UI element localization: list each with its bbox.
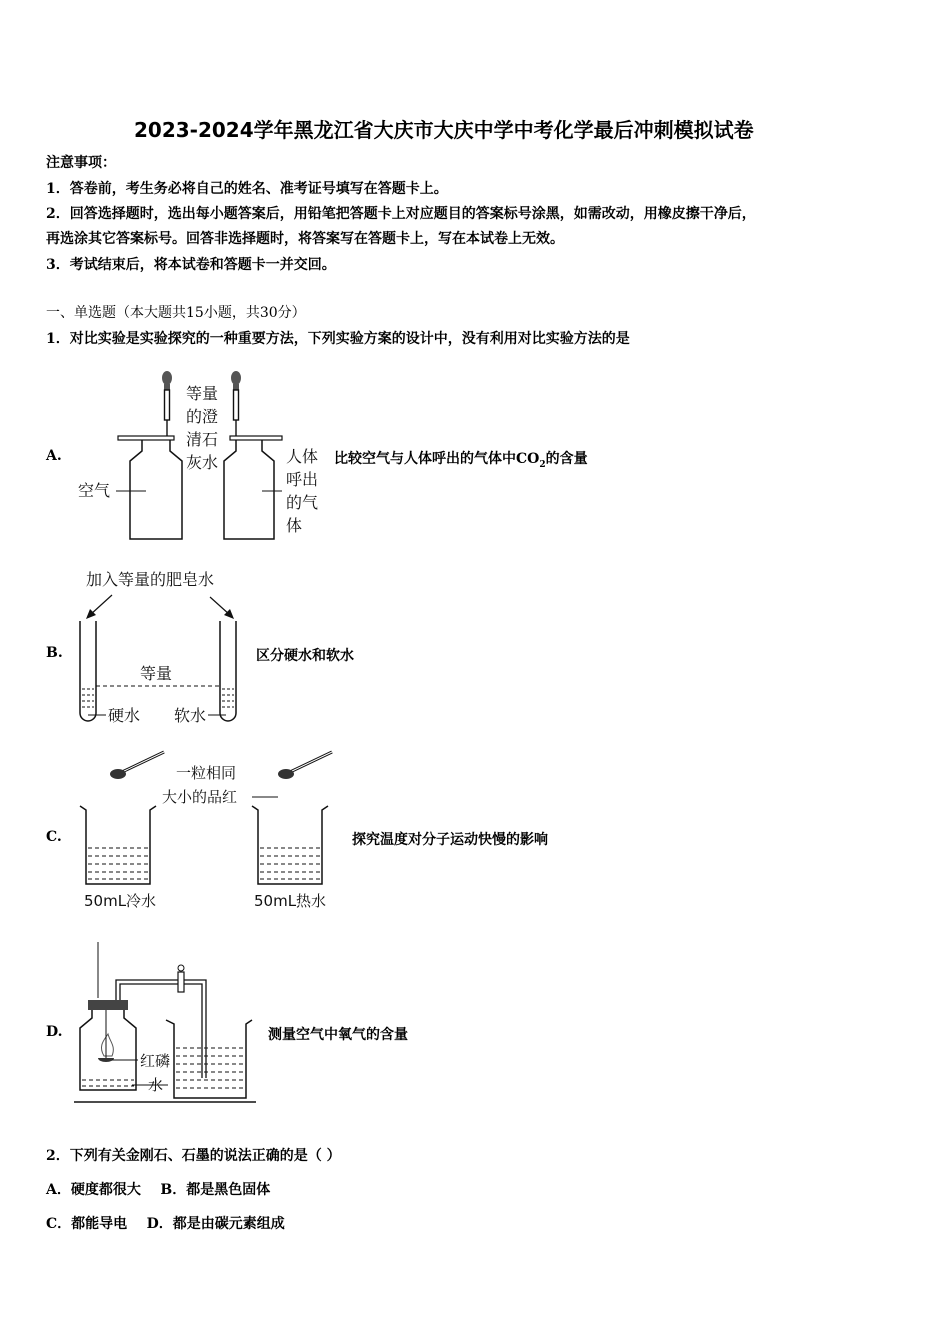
option-d-desc: 测量空气中氧气的含量 [268, 1027, 408, 1043]
spoon-icon [110, 752, 164, 779]
question-2-options-line: A．硬度都很大 B．都是黑色固体 [46, 1182, 271, 1198]
notice-item: 1．答卷前，考生务必将自己的姓名、准考证号填写在答题卡上。 [46, 181, 448, 197]
option-b-desc: 区分硬水和软水 [256, 648, 354, 664]
desc-text: 比较空气与人体呼出的气体中 [334, 451, 516, 467]
notice-heading: 注意事项： [46, 155, 116, 171]
clamp-icon [178, 972, 184, 992]
figure-label: 50mL热水 [254, 892, 327, 910]
option-c-letter: C. [46, 829, 62, 845]
section-heading: 一、单选题（本大题共15小题，共30分） [46, 305, 306, 321]
page-title: 2023-2024学年黑龙江省大庆市大庆中学中考化学最后冲刺模拟试卷 [134, 118, 754, 142]
figure-label: 等量 [140, 664, 173, 683]
dropper-icon [162, 371, 172, 438]
gas-jar [80, 1010, 136, 1090]
figure-label: 清石 [186, 430, 219, 449]
question-2-options-line: C．都能导电 D．都是由碳元素组成 [46, 1216, 285, 1232]
figure-label: 软水 [174, 706, 207, 725]
option-b-letter: B. [46, 645, 63, 661]
figure-label: 50mL冷水 [84, 892, 157, 910]
figure-label: 红磷 [140, 1052, 171, 1070]
rubber-stopper [88, 1000, 128, 1010]
figure-label: 硬水 [108, 706, 141, 725]
figure-label: 体 [286, 516, 303, 535]
dropper-icon [231, 371, 241, 438]
option-c-figure [76, 748, 346, 913]
option-d-figure [70, 940, 260, 1105]
glass-plate [230, 436, 282, 440]
option-a-figure [70, 365, 340, 545]
test-tube [220, 621, 236, 721]
test-tube [80, 621, 96, 721]
notice-item: 3．考试结束后，将本试卷和答题卡一并交回。 [46, 257, 336, 273]
beaker [166, 1020, 252, 1098]
option-d-letter: D. [46, 1024, 63, 1040]
figure-label: 的气 [286, 493, 319, 512]
option-b-figure [70, 565, 270, 730]
notice-item: 2．回答选择题时，选出每小题答案后，用铅笔把答题卡上对应题目的答案标号涂黑，如需改动，用橡皮擦干净后， [46, 206, 756, 222]
notice-item: 再选涂其它答案标号。回答非选择题时，将答案写在答题卡上，写在本试卷上无效。 [46, 231, 564, 247]
figure-label: 等量 [186, 384, 219, 403]
chem-formula: CO [516, 451, 540, 467]
glass-plate [118, 436, 174, 440]
gas-bottle [224, 440, 274, 539]
desc-text: 的含量 [545, 451, 588, 467]
figure-label: 水 [148, 1076, 164, 1094]
flame-icon [101, 1034, 113, 1056]
spoon-icon [278, 752, 332, 779]
figure-label: 人体 [286, 447, 319, 466]
question-1-stem: 1．对比实验是实验探究的一种重要方法，下列实验方案的设计中，没有利用对比实验方法的是 [46, 331, 630, 347]
option-a-letter: A. [46, 448, 62, 464]
combustion-spoon [98, 1058, 114, 1062]
chem-subscript: 2 [539, 459, 546, 470]
figure-label: 加入等量的肥皂水 [86, 570, 215, 589]
gas-bottle [130, 440, 182, 539]
figure-label: 灰水 [186, 453, 219, 472]
option-a-desc [334, 448, 588, 470]
figure-label: 空气 [78, 481, 111, 500]
figure-label: 大小的品红 [162, 788, 238, 806]
figure-label: 一粒相同 [176, 764, 237, 782]
question-2-stem: 2．下列有关金刚石、石墨的说法正确的是（ ） [46, 1148, 341, 1164]
figure-label: 呼出 [286, 470, 319, 489]
option-c-desc: 探究温度对分子运动快慢的影响 [352, 832, 548, 848]
figure-label: 的澄 [186, 407, 219, 426]
